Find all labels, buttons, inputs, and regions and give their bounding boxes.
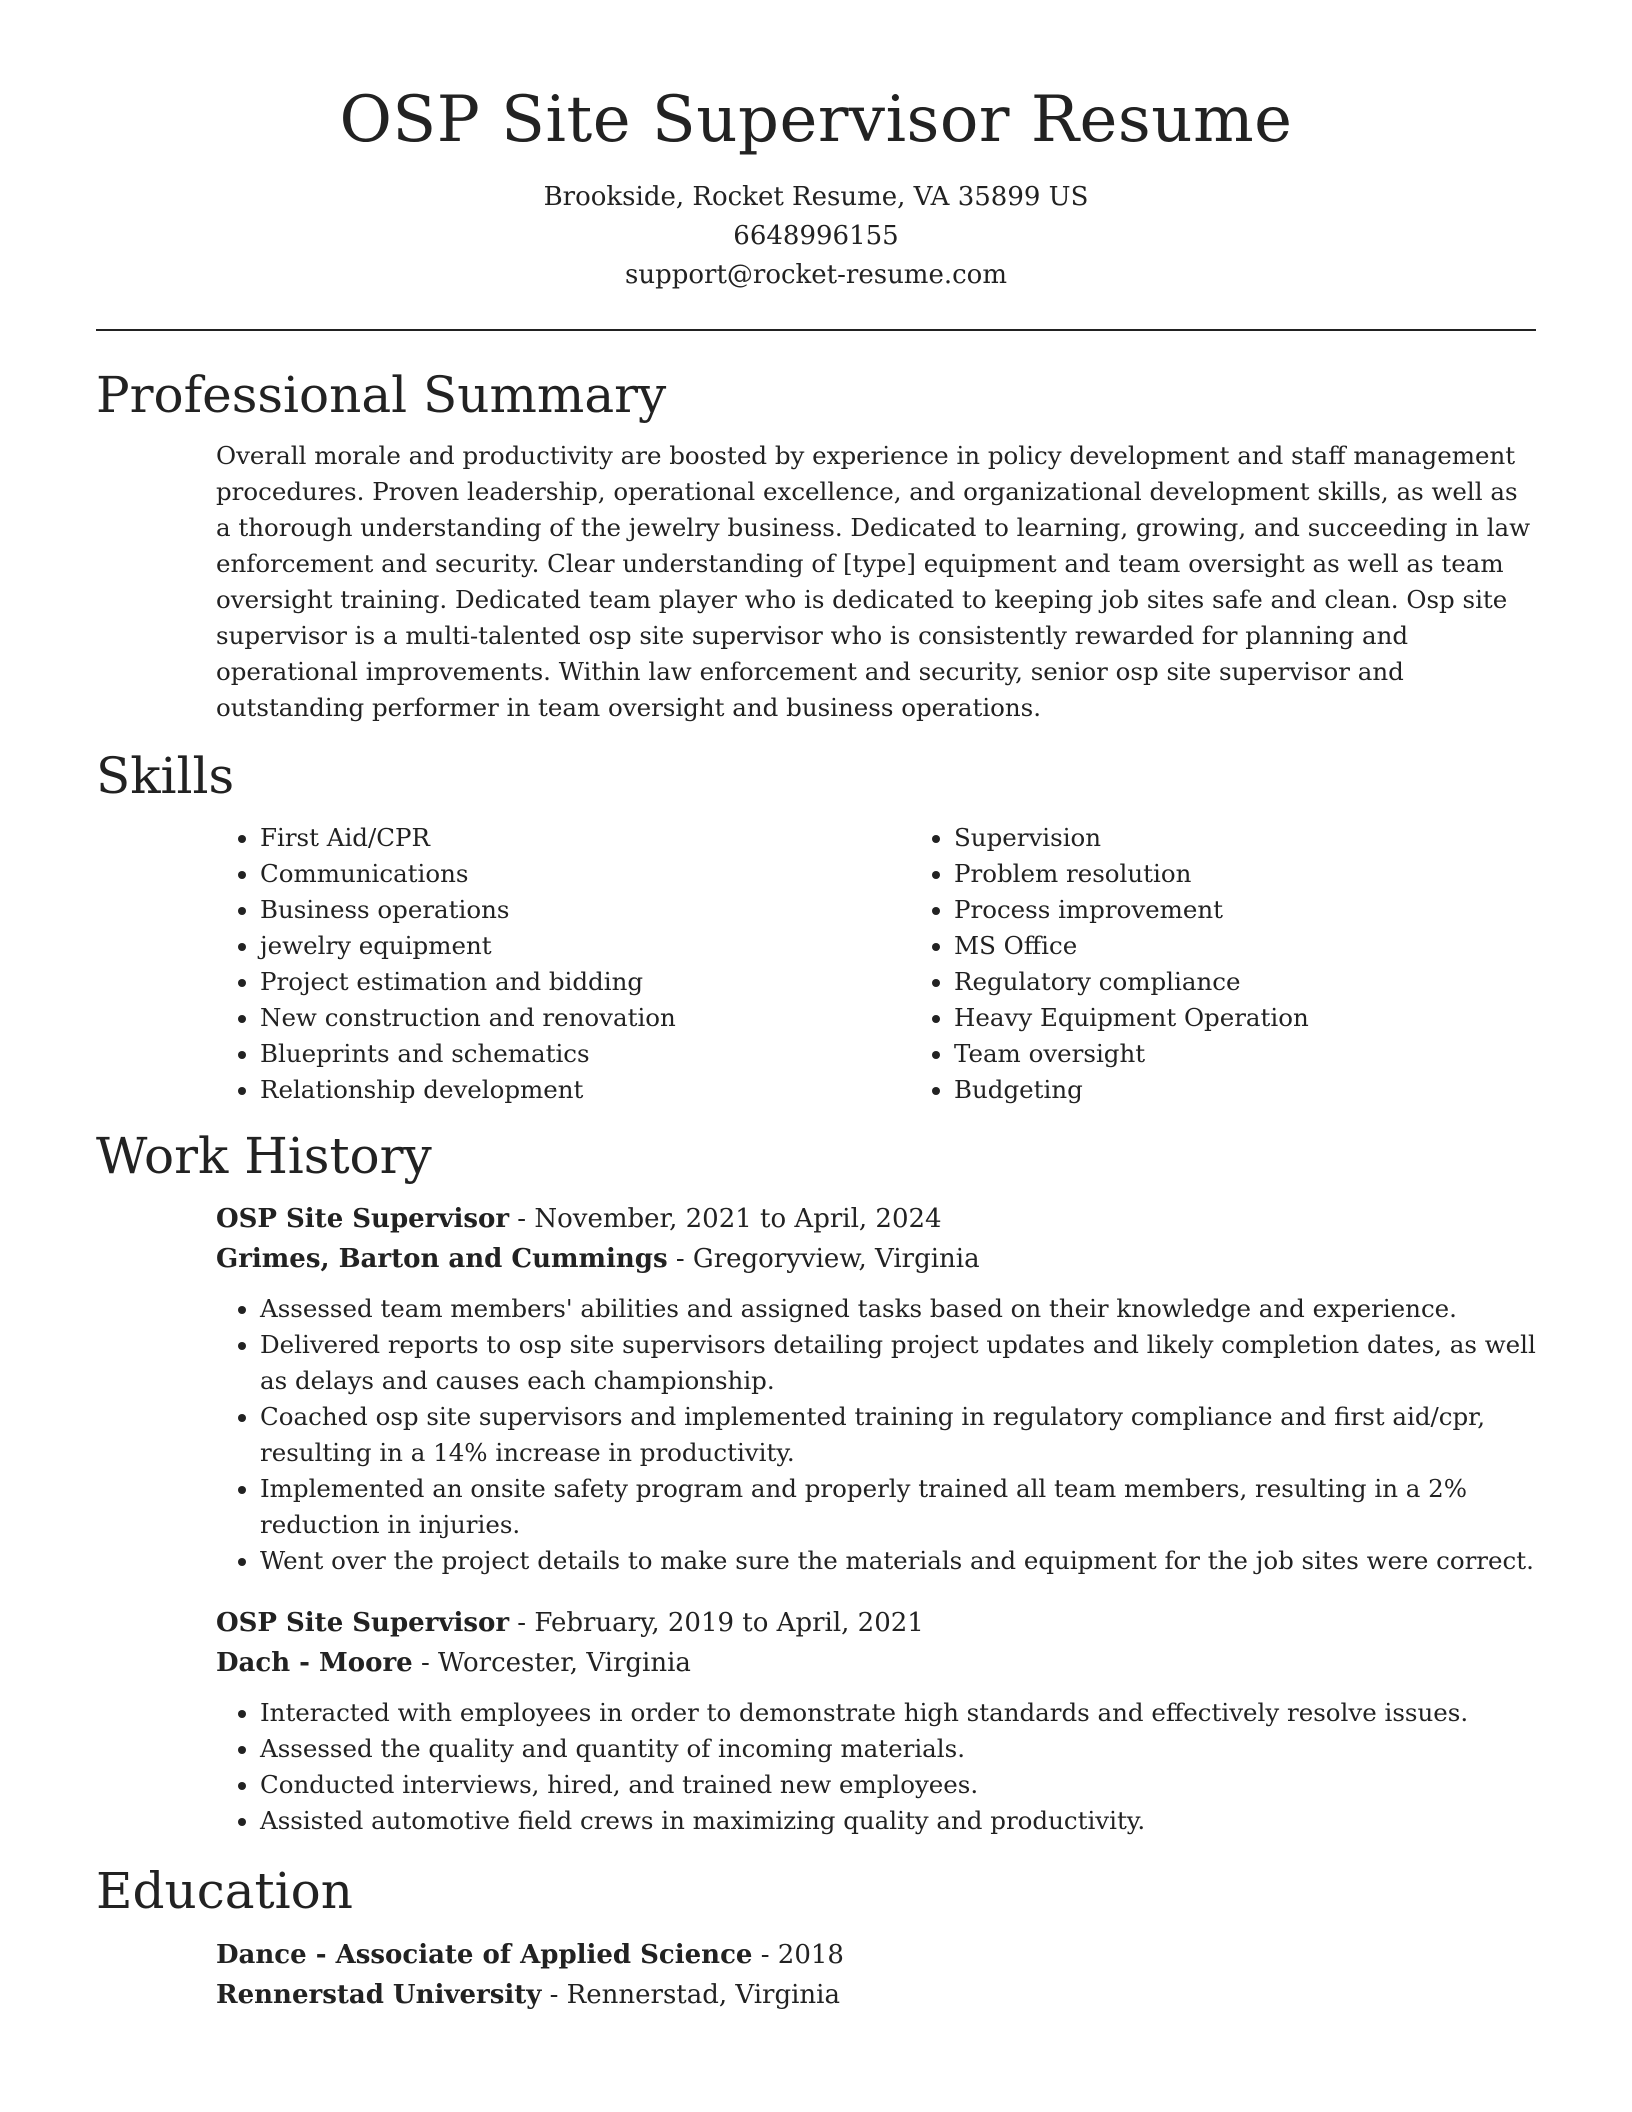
job-location: - Worcester, Virginia [412, 1648, 691, 1679]
job-bullet: • Assessed team members' abilities and assigned tasks based on their knowledge and experience. [260, 1291, 1536, 1327]
skill-item: • Budgeting [954, 1072, 1604, 1108]
education-field: Dance [216, 1939, 307, 1970]
job-entry [216, 1199, 1536, 1579]
job-location: - Gregoryview, Virginia [667, 1244, 980, 1275]
skill-item: • Problem resolution [954, 856, 1604, 892]
job-dates: - November, 2021 to April, 2024 [509, 1204, 942, 1235]
summary-text: Overall morale and productivity are boosted by experience in policy development and staff management procedures. Proven leadership, operational excellence, and organizational development skills, as well as a thorough understanding of the jewelry business. Dedicated to learning, growing, and succeeding in law enforcement and security. Clear understanding of [type] equipment and team oversight as well as team oversight training. Dedicated team player who is dedicated to keeping job sites safe and clean. Osp site supervisor is a multi-talented osp site supervisor who is consistently rewarded for planning and operational improvements. Within law enforcement and security, senior osp site supervisor and outstanding performer in team oversight and business operations. [216, 441, 1531, 723]
job-entry [216, 1603, 1536, 1839]
education-school: Rennerstad University [216, 1979, 542, 2010]
skill-item: • New construction and renovation [260, 1000, 910, 1036]
job-company-line [216, 1239, 1536, 1279]
education-degree-line [216, 1935, 1536, 1975]
job-bullet: • Went over the project details to make sure the materials and equipment for the job sites were correct. [260, 1543, 1536, 1579]
job-bullets [216, 1291, 1536, 1579]
job-bullets [216, 1695, 1536, 1839]
summary-section [96, 367, 1536, 727]
job-bullet: • Delivered reports to osp site supervisors detailing project updates and likely completion dates, as well as delays and causes each championship. [260, 1327, 1536, 1399]
education-heading: Education [96, 1862, 353, 1921]
skill-item: • First Aid/CPR [260, 820, 910, 856]
job-bullet: • Implemented an onsite safety program and properly trained all team members, resulting in a 2% reduction in injuries. [260, 1471, 1536, 1543]
education-degree: - Associate of Applied Science [306, 1939, 753, 1970]
header-divider [96, 329, 1536, 331]
job-company: Grimes, Barton and Cummings [216, 1244, 668, 1275]
address: Brookside, Rocket Resume, VA 35899 US [543, 181, 1089, 212]
job-role: OSP Site Supervisor [216, 1608, 510, 1639]
education-location: - Rennerstad, Virginia [541, 1979, 840, 2010]
skill-item: • jewelry equipment [260, 928, 910, 964]
education-section [96, 1863, 1536, 2015]
job-role: OSP Site Supervisor [216, 1204, 510, 1235]
skill-item: • Project estimation and bidding [260, 964, 910, 1000]
skills-list-left [216, 820, 910, 1108]
job-company: Dach - Moore [216, 1648, 413, 1679]
skill-item: • MS Office [954, 928, 1604, 964]
work-history-section [96, 1128, 1536, 1840]
phone: 6648996155 [733, 220, 899, 251]
education-body [96, 1935, 1536, 2015]
resume-header [96, 84, 1536, 295]
job-bullet: • Coached osp site supervisors and implemented training in regulatory compliance and first aid/cpr, resulting in a 14% increase in productivity. [260, 1399, 1536, 1471]
job-company-line [216, 1643, 1536, 1683]
skill-item: • Heavy Equipment Operation [954, 1000, 1604, 1036]
job-bullet: • Conducted interviews, hired, and trained new employees. [260, 1767, 1536, 1803]
work-history-body [96, 1199, 1536, 1839]
skill-item: • Team oversight [954, 1036, 1604, 1072]
resume-title: OSP Site Supervisor Resume [339, 83, 1293, 157]
skill-item: • Regulatory compliance [954, 964, 1604, 1000]
job-bullet: • Assisted automotive field crews in maximizing quality and productivity. [260, 1803, 1536, 1839]
job-bullet: • Assessed the quality and quantity of incoming materials. [260, 1731, 1536, 1767]
job-title-line [216, 1199, 1536, 1239]
skill-item: • Blueprints and schematics [260, 1036, 910, 1072]
summary-body [96, 438, 1536, 726]
skill-item: • Relationship development [260, 1072, 910, 1108]
education-school-line [216, 1975, 1536, 2015]
skills-heading: Skills [96, 747, 235, 806]
education-year: - 2018 [752, 1939, 844, 1970]
skills-grid [96, 820, 1536, 1108]
job-title-line [216, 1603, 1536, 1643]
skill-item: • Process improvement [954, 892, 1604, 928]
work-history-heading: Work History [96, 1126, 432, 1185]
job-dates: - February, 2019 to April, 2021 [509, 1608, 924, 1639]
summary-heading: Professional Summary [96, 365, 667, 424]
skills-list-right [910, 820, 1604, 1108]
email: support@rocket-resume.com [624, 259, 1007, 290]
skill-item: • Communications [260, 856, 910, 892]
skill-item: • Business operations [260, 892, 910, 928]
job-bullet: • Interacted with employees in order to demonstrate high standards and effectively resolve issues. [260, 1695, 1536, 1731]
skill-item: • Supervision [954, 820, 1604, 856]
skills-section [96, 748, 1536, 1108]
